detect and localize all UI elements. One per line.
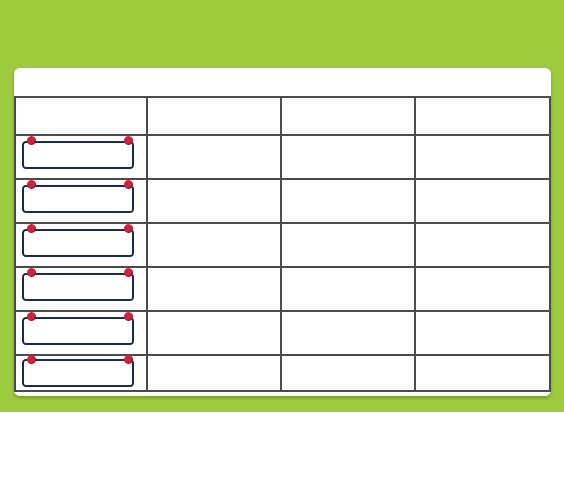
pin-icon [124, 180, 133, 189]
questions-cell [282, 268, 414, 310]
pin-icon [27, 224, 36, 233]
pin-icon [27, 268, 36, 277]
examples-cell [416, 224, 549, 266]
meaning-cell [148, 180, 280, 222]
meaning-cell [148, 224, 280, 266]
table-sheet [14, 68, 551, 396]
questions-cell [282, 312, 414, 354]
pin-icon [124, 312, 133, 321]
examples-cell [416, 356, 549, 390]
questions-cell [282, 356, 414, 390]
pin-icon [124, 224, 133, 233]
examples-cell [416, 180, 549, 222]
examples-cell [416, 136, 549, 178]
part-of-speech-label [22, 359, 134, 387]
meaning-cell [148, 136, 280, 178]
questions-cell [282, 180, 414, 222]
meaning-cell [148, 356, 280, 390]
part-of-speech-label [22, 229, 134, 257]
header-questions [282, 98, 414, 132]
row-divider [14, 390, 551, 392]
meaning-cell [148, 312, 280, 354]
examples-cell [416, 312, 549, 354]
title-banner [150, 4, 414, 50]
part-of-speech-label [22, 317, 134, 345]
pin-icon [27, 180, 36, 189]
meaning-cell [148, 268, 280, 310]
pin-icon [27, 136, 36, 145]
pin-icon [124, 355, 133, 364]
examples-cell [416, 268, 549, 310]
pin-icon [27, 312, 36, 321]
pin-icon [27, 355, 36, 364]
header-examples [416, 98, 549, 132]
part-of-speech-label [22, 141, 134, 169]
part-of-speech-label [22, 185, 134, 213]
table-border-left [14, 96, 16, 392]
header-meaning [148, 98, 280, 132]
questions-cell [282, 224, 414, 266]
table-border-right [549, 96, 551, 392]
pin-icon [124, 268, 133, 277]
part-of-speech-label [22, 273, 134, 301]
header-parts [16, 98, 146, 132]
parts-of-speech-table [14, 96, 551, 392]
pin-icon [124, 136, 133, 145]
questions-cell [282, 136, 414, 178]
